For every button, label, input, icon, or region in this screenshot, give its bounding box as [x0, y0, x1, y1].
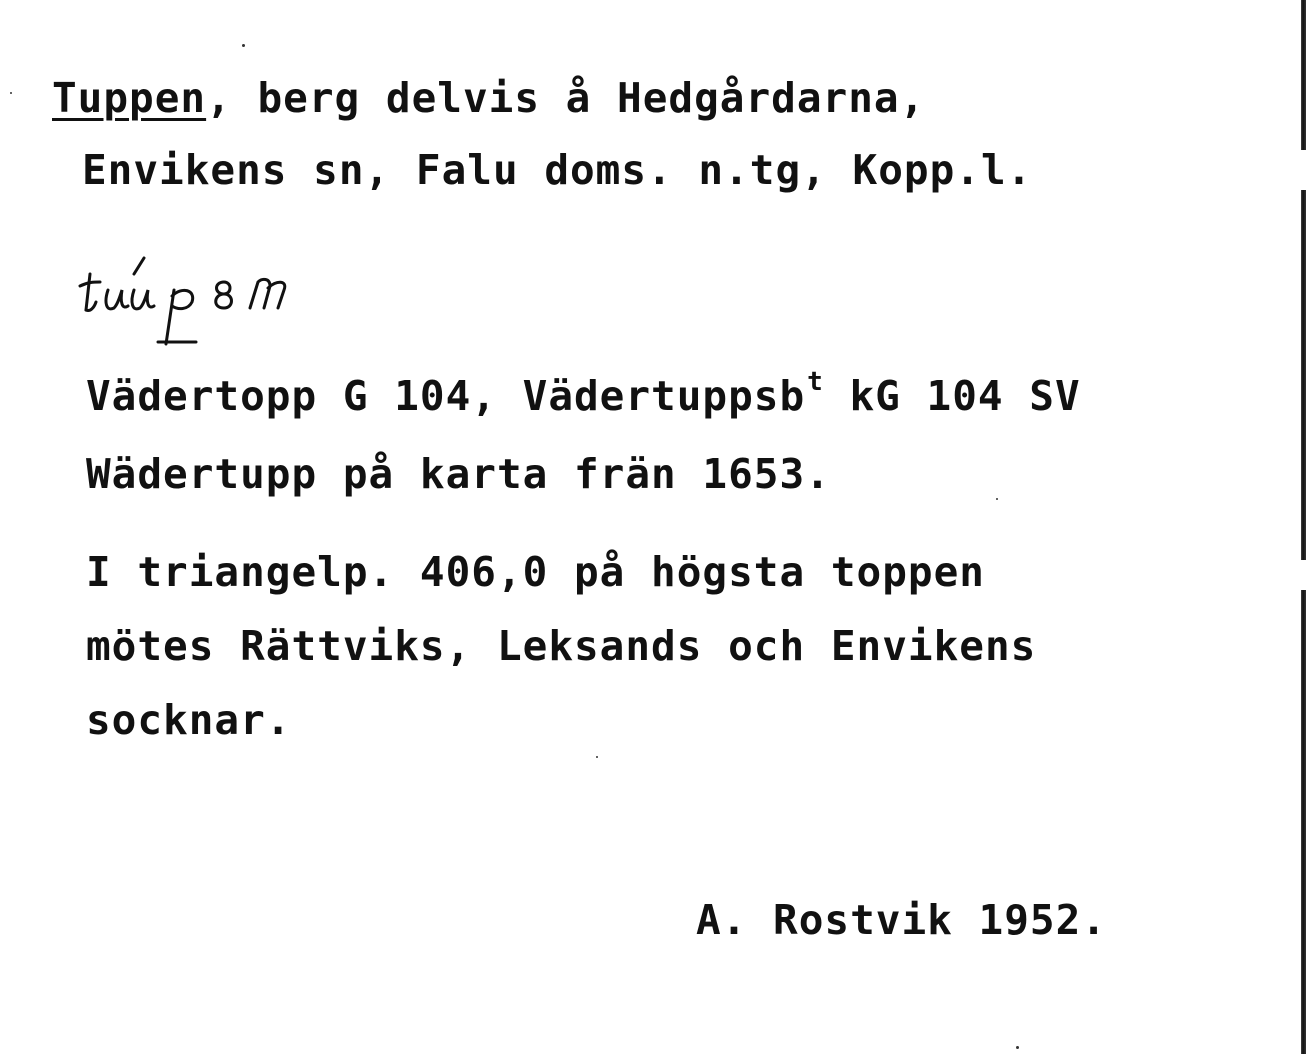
paper-speck: [1016, 1046, 1019, 1049]
entry-heading: Tuppen: [52, 74, 207, 122]
paper-speck: [596, 756, 598, 758]
entry-line-6: mötes Rättviks, Leksands och Envikens: [86, 622, 1037, 670]
entry-line-1-rest: , berg delvis å Hedgårdarna,: [206, 74, 926, 122]
entry-line-7: socknar.: [86, 696, 292, 744]
entry-line-2: Envikens sn, Falu doms. n.tg, Kopp.l.: [82, 146, 1033, 194]
entry-line-3-end: kG 104 SV: [823, 372, 1081, 420]
paper-speck: [10, 92, 12, 94]
handwritten-phonetic-form: [78, 252, 318, 352]
entry-line-3-main: Vädertopp G 104, Vädertuppsb: [86, 372, 806, 420]
edge-gap: [1301, 150, 1306, 190]
entry-line-3: [86, 367, 1081, 420]
superscript-t: t: [807, 367, 824, 397]
paper-speck: [242, 44, 245, 47]
entry-line-1: [52, 74, 925, 122]
signature: A. Rostvik 1952.: [696, 896, 1107, 944]
paper-speck: [996, 498, 998, 500]
entry-line-4: Wädertupp på karta frän 1653.: [86, 450, 831, 498]
entry-line-5: I triangelp. 406,0 på högsta toppen: [86, 548, 985, 596]
edge-gap: [1301, 560, 1306, 590]
